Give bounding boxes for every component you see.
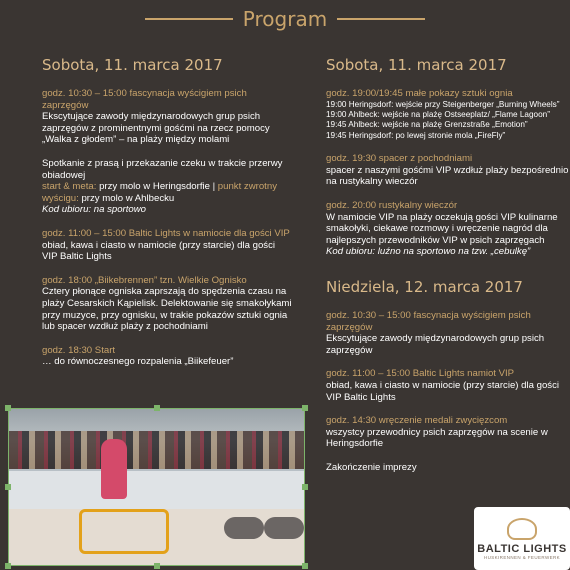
photo-musher: [101, 439, 127, 499]
event-description: wszystcy przewodnicy psich zaprzęgów na scenie w Heringsdorfie: [326, 426, 548, 450]
event: [42, 345, 292, 368]
turn-label: punkt zwrotny wyścigu:: [42, 181, 277, 204]
event-description: obiad, kawa i ciasto w namiocie (przy starcie) dla gości VIP Baltic Lights: [42, 239, 276, 263]
event-description: Ekscytujące zawody międzynarodowych grup psich zaprzęgów z prominentnymi gośćmi na rzecz pomocy „Walka z głodem” – na plaży między molami: [42, 111, 270, 146]
event-time: godz. 11:00 – 15:00 Baltic Lights namiot VIP: [326, 368, 515, 380]
resize-handle-bottom-left[interactable]: [5, 563, 11, 569]
fire-show-line: 19:00 Heringsdorf: wejście przy Steigenberger „Burning Wheels”: [326, 99, 560, 109]
event-description: … do równoczesnego rozpalenia „Biikefeuer”: [42, 356, 234, 368]
logo-tagline: HUSKIRENNEN & FEUERWERK: [483, 554, 561, 560]
event-description: spacer z naszymi gośćmi VIP wzdłuż plaży bezpośrednio na rustykalny wieczór: [326, 164, 569, 188]
resize-handle-bottom-right[interactable]: [302, 563, 308, 569]
event: [326, 368, 570, 403]
event-location: [42, 181, 292, 204]
event: [326, 200, 570, 258]
header-rule-left: [145, 18, 233, 20]
photo-sled: [79, 509, 169, 554]
dress-code: Kod ubioru: luźno na sportowo na tzw. „cebulkę”: [326, 246, 531, 258]
fire-show-line: 19:45 Heringsdorf: po lewej stronie mola „FireFly”: [326, 130, 506, 140]
event-description: Ekscytujące zawody międzynarodowych grup psich zaprzęgów: [326, 333, 545, 356]
right-column: [326, 56, 570, 486]
dress-code: Kod ubioru: na sportowo: [42, 204, 146, 216]
turn-value: przy molo w Ahlbecku: [81, 192, 175, 204]
event-description: Spotkanie z prasą i przekazanie czeku w trakcie przerwy obiadowej: [42, 157, 283, 181]
photo-dog: [264, 517, 304, 539]
event: [326, 153, 570, 188]
event: [326, 462, 570, 474]
resize-handle-left[interactable]: [5, 484, 11, 490]
resize-handle-top-left[interactable]: [5, 405, 11, 411]
event: [326, 310, 570, 356]
day-heading: Sobota, 11. marca 2017: [326, 56, 507, 74]
resize-handle-top[interactable]: [154, 405, 160, 411]
resize-handle-bottom[interactable]: [154, 563, 160, 569]
fire-show-line: 19:45 Ahlbeck: wejście na plażę Grenzstraße „Emotion”: [326, 120, 528, 130]
resize-handle-right[interactable]: [302, 484, 308, 490]
resize-handle-top-right[interactable]: [302, 405, 308, 411]
closing-note: Zakończenie imprezy: [326, 461, 417, 473]
event-time: godz. 10:30 – 15:00 fascynacja wyścigiem psich zaprzęgów: [326, 309, 531, 333]
day-heading: Niedziela, 12. marca 2017: [326, 277, 523, 296]
event: [42, 158, 292, 216]
meta-value: przy molo w Heringsdorfie |: [99, 181, 216, 193]
baltic-lights-logo: [474, 507, 570, 570]
meta-label: start & meta:: [42, 181, 97, 193]
event-time: godz. 19:30 spacer z pochodniami: [326, 153, 473, 165]
page-header: [0, 6, 570, 32]
event: [42, 275, 292, 333]
logo-name: BALTIC LIGHTS: [477, 542, 567, 555]
event-description: W namiocie VIP na plaży oczekują gości VIP kulinarne smakołyki, ciekawe rozmowy i wręczenie nagród dla najlepszych przewodników VIP w psich zaprzęgach: [326, 211, 558, 246]
sled-race-photo[interactable]: [8, 408, 305, 566]
event-description: obiad, kawa i ciasto w namiocie (przy starcie) dla gości VIP Baltic Lights: [326, 379, 560, 403]
event: [42, 228, 292, 263]
event: [326, 88, 570, 141]
day-heading: Sobota, 11. marca 2017: [42, 56, 223, 74]
event: [326, 415, 570, 450]
dog-head-icon: [507, 518, 537, 540]
event-time: godz. 18:30 Start: [42, 344, 116, 356]
photo-fence: [9, 469, 304, 509]
event-time: godz. 19:00/19:45 małe pokazy sztuki ognia: [326, 88, 513, 99]
event-description: Cztery płonące ogniska zaprszają do spędzenia czasu na plaży Cesarskich Kąpielisk. Delektowanie się smakołykami przy muzyce, przy ognisku, w trakie pokazów sztuki ognia lub spacer wzdłuż plaży z pochodniami: [42, 286, 292, 333]
event-time: godz. 11:00 – 15:00 Baltic Lights w namiocie dla gości VIP: [42, 227, 290, 239]
event-time: godz. 10:30 – 15:00 fascynacja wyścigiem psich zaprzęgów: [42, 88, 247, 111]
left-column: [42, 56, 292, 380]
event-time: godz. 18:00 „Biikebrennen” tzn. Wielkie Ognisko: [42, 274, 247, 286]
page-title: Program: [242, 7, 328, 31]
photo-dog: [224, 517, 264, 539]
event-time: godz. 14:30 wręczenie medali zwycięzcom: [326, 415, 508, 427]
event: [42, 88, 292, 146]
event-time: godz. 20:00 rustykalny wieczór: [326, 200, 458, 211]
fire-show-line: 19:00 Ahlbeck: wejście na plażę Ostseeplatz/ „Flame Lagoon”: [326, 110, 550, 119]
header-rule-right: [337, 18, 425, 20]
